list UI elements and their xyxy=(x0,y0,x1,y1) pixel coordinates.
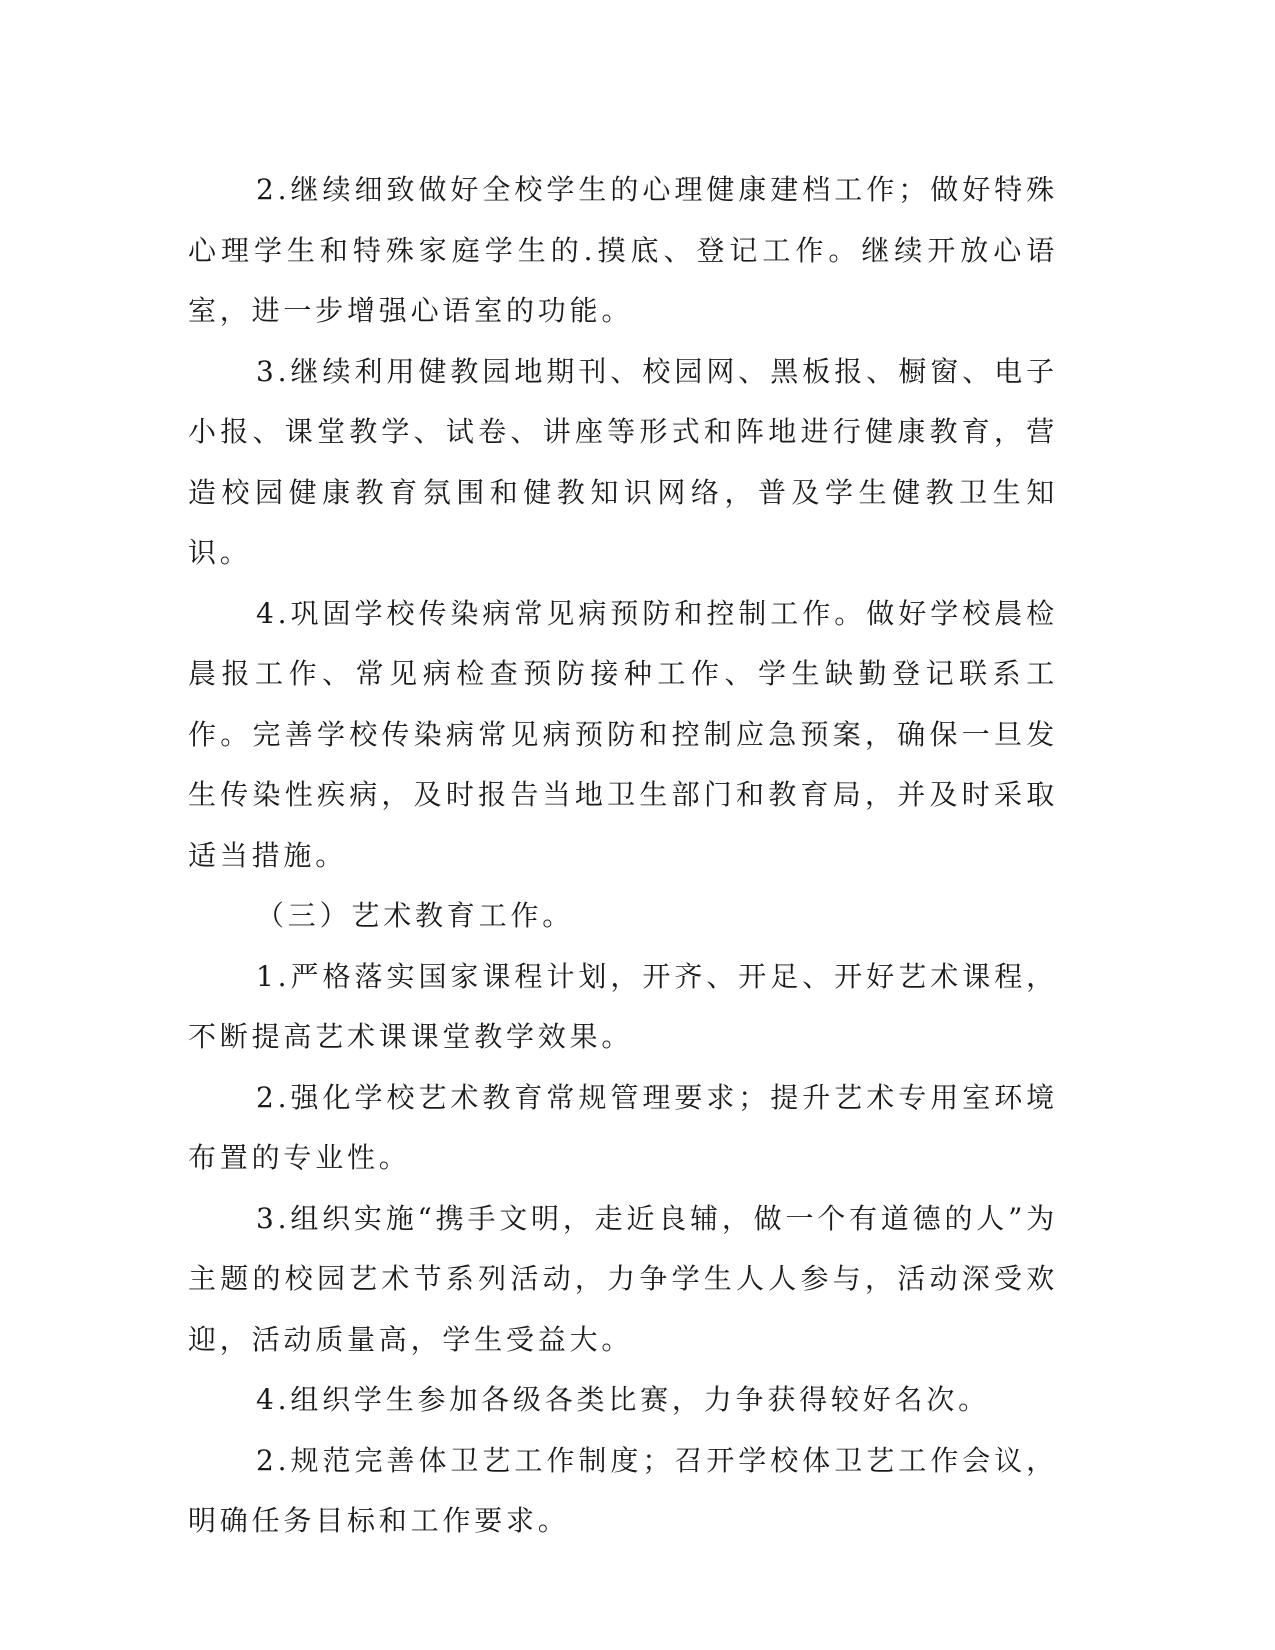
paragraph-mental-health-records: 2.继续细致做好全校学生的心理健康建档工作；做好特殊心理学生和特殊家庭学生的.摸底、登记工作。继续开放心语室，进一步增强心语室的功能。 xyxy=(188,173,1058,327)
paragraph-art-festival: 3.组织实施“携手文明，走近良辅，做一个有道德的人”为主题的校园艺术节系列活动，力争学生人人参与，活动深受欢迎，活动质量高，学生受益大。 xyxy=(188,1201,1058,1356)
paragraph-art-management: 2.强化学校艺术教育常规管理要求；提升艺术专用室环境布置的专业性。 xyxy=(188,1080,1058,1174)
document-body xyxy=(188,160,1058,1552)
paragraph-competitions: 4.组织学生参加各级各类比赛，力争获得较好名次。 xyxy=(256,1383,990,1416)
paragraph-art-curriculum: 1.严格落实国家课程计划，开齐、开足、开好艺术课程，不断提高艺术课课堂教学效果。 xyxy=(188,959,1058,1053)
section-heading-art-education: （三）艺术教育工作。 xyxy=(256,899,575,932)
paragraph-work-system: 2.规范完善体卫艺工作制度；召开学校体卫艺工作会议，明确任务目标和工作要求。 xyxy=(188,1443,1058,1537)
paragraph-disease-prevention: 4.巩固学校传染病常见病预防和控制工作。做好学校晨检晨报工作、常见病检查预防接种工作、学生缺勤登记联系工作。完善学校传染病常见病预防和控制应急预案，确保一旦发生传染性疾病，及时报告当地卫生部门和教育局，并及时采取适当措施。 xyxy=(188,596,1058,872)
paragraph-health-education-channels: 3.继续利用健教园地期刊、校园网、黑板报、橱窗、电子小报、课堂教学、试卷、讲座等形式和阵地进行健康教育，营造校园健康教育氛围和健教知识网络，普及学生健教卫生知识。 xyxy=(188,354,1058,569)
